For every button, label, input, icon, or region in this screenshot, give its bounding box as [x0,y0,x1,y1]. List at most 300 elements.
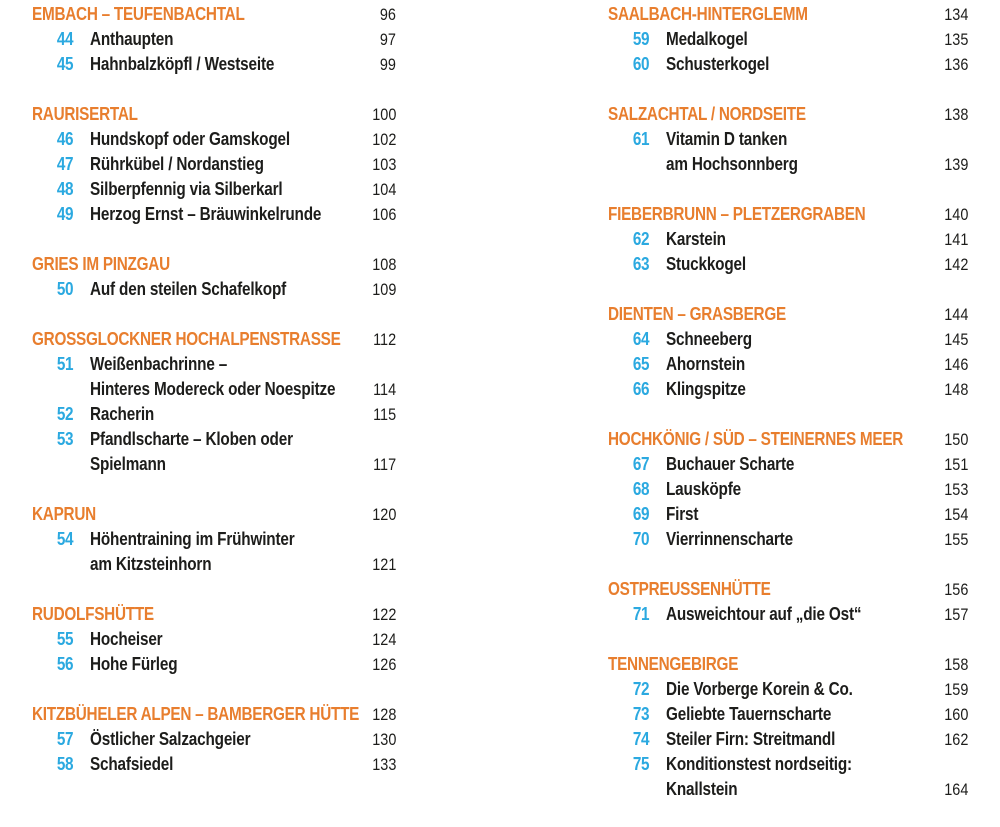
tour-number [32,527,90,552]
toc-entry-row [32,402,396,427]
tour-number [32,402,90,427]
tour-title-text: Konditionstest nordseitig: [666,754,852,774]
tour-number [608,352,666,377]
toc-section [608,102,968,177]
tour-title [90,202,362,227]
section-page-number-text: 122 [371,605,396,624]
tour-title [90,552,362,577]
tour-page-number [934,152,968,177]
tour-page-number [934,327,968,352]
section-title [608,2,934,27]
tour-number [32,352,90,377]
tour-number-text: 49 [56,204,73,224]
section-header-row [32,252,396,277]
tour-page-number-text: 124 [371,630,396,649]
tour-title-text: am Kitzsteinhorn [90,554,212,574]
tour-number-text: 60 [632,54,649,74]
tour-number [608,602,666,627]
toc-entry-row [608,452,968,477]
tour-title [666,52,934,77]
tour-number [608,327,666,352]
tour-number-text: 70 [632,529,649,549]
tour-page-number [934,377,968,402]
tour-page-number [934,227,968,252]
tour-title [90,627,362,652]
section-title-text: KITZBÜHELER ALPEN – BAMBERGER HÜTTE [32,704,360,724]
tour-title-text: Karstein [666,229,726,249]
tour-number [608,502,666,527]
tour-number-text: 45 [56,54,73,74]
section-header-row [608,302,968,327]
tour-title [90,452,363,477]
tour-number [32,27,90,52]
section-title [32,102,362,127]
tour-number [608,52,666,77]
section-page-number-text: 156 [943,580,968,599]
toc-entry-row [32,652,396,677]
tour-title-text: Ahornstein [666,354,746,374]
tour-number [608,377,666,402]
tour-title-text: Steiler Firn: Streitmandl [666,729,836,749]
toc-entry-continuation-row [608,152,968,177]
tour-title [666,377,934,402]
tour-title [666,502,934,527]
tour-title [90,127,362,152]
section-page-number [934,102,968,127]
section-title [32,327,363,352]
tour-number-text: 59 [632,29,649,49]
tour-title-text: Hahnbalzköpfl / Westseite [90,54,275,74]
toc-entry-row [32,177,396,202]
tour-page-number [934,52,968,77]
tour-page-number [934,602,968,627]
tour-title [666,702,934,727]
tour-number [608,452,666,477]
tour-title [90,27,371,52]
section-page-number-text: 128 [371,705,396,724]
tour-number-text: 63 [632,254,649,274]
tour-page-number-text: 151 [943,455,968,474]
tour-page-number [362,727,396,752]
section-title-text: OSTPREUSSENHÜTTE [608,579,771,599]
tour-number-text: 62 [632,229,649,249]
tour-page-number-text: 126 [371,655,396,674]
tour-title-text: Geliebte Tauernscharte [666,704,832,724]
tour-title [666,727,934,752]
tour-number [32,277,90,302]
tour-title [666,452,934,477]
tour-page-number [371,52,396,77]
tour-title [90,352,390,377]
toc-section [32,602,396,677]
tour-page-number [934,252,968,277]
section-page-number [362,102,396,127]
section-page-number-text: 134 [943,5,968,24]
tour-title [666,227,934,252]
toc-entry-row [32,27,396,52]
tour-number-text: 47 [56,154,73,174]
section-page-number-text: 138 [943,105,968,124]
toc-entry-row [608,677,968,702]
tour-title-text: Hinteres Modereck oder Noespitze [90,379,336,399]
tour-page-number-text: 106 [371,205,396,224]
tour-number [608,127,666,152]
section-title [608,652,934,677]
toc-entry-row [32,527,396,552]
section-page-number [934,2,968,27]
tour-page-number-text: 102 [371,130,396,149]
tour-title [90,152,362,177]
section-page-number-text: 158 [943,655,968,674]
tour-number [608,702,666,727]
section-title [608,427,934,452]
tour-page-number-text: 160 [943,705,968,724]
section-page-number [371,2,396,27]
toc-entry-row [608,752,968,777]
tour-number [32,627,90,652]
section-header-row [32,502,396,527]
section-title-text: SALZACHTAL / NORDSEITE [608,104,806,124]
section-title-text: DIENTEN – GRASBERGE [608,304,786,324]
tour-title-text: Stuckkogel [666,254,746,274]
section-title [32,502,362,527]
tour-title-text: am Hochsonnberg [666,154,798,174]
tour-page-number-text: 155 [943,530,968,549]
tour-title [666,752,962,777]
section-title-text: RUDOLFSHÜTTE [32,604,154,624]
toc-entry-row [32,627,396,652]
tour-title [666,327,934,352]
toc-entry-row [32,152,396,177]
section-title [32,252,362,277]
tour-page-number-text: 133 [371,755,396,774]
section-page-number-text: 108 [371,255,396,274]
tour-title [90,752,362,777]
tour-number [608,727,666,752]
tour-title [90,427,390,452]
tour-title-text: Hundskopf oder Gamskogel [90,129,290,149]
tour-title [666,127,962,152]
tour-title-text: Ausweichtour auf „die Ost“ [666,604,862,624]
toc-section [608,202,968,277]
section-header-row [608,102,968,127]
toc-entry-row [608,527,968,552]
tour-title-text: Silberpfennig via Silberkarl [90,179,283,199]
tour-page-number [934,727,968,752]
tour-title-text: Vitamin D tanken [666,129,788,149]
toc-entry-row [32,352,396,377]
tour-page-number [362,202,396,227]
tour-title-text: Anthaupten [90,29,174,49]
toc-entry-row [608,27,968,52]
tour-number-text: 71 [632,604,649,624]
tour-title [90,402,363,427]
toc-entry-row [32,752,396,777]
tour-number [32,202,90,227]
tour-page-number-text: 159 [943,680,968,699]
tour-title [666,152,934,177]
section-page-number [934,302,968,327]
tour-title [666,477,934,502]
toc-section [32,702,396,777]
tour-number [32,752,90,777]
section-page-number [362,602,396,627]
toc-entry-row [608,702,968,727]
tour-page-number-text: 139 [943,155,968,174]
tour-title [666,527,934,552]
toc-column-right [608,2,968,827]
section-page-number [363,327,396,352]
tour-page-number [934,777,968,802]
toc-entry-row [608,252,968,277]
tour-page-number [362,152,396,177]
section-title-text: GROSSGLOCKNER HOCHALPENSTRASSE [32,329,341,349]
toc-entry-row [32,202,396,227]
section-page-number-text: 100 [371,105,396,124]
toc-entry-row [608,52,968,77]
tour-page-number [362,552,396,577]
tour-number [32,177,90,202]
tour-page-number [934,477,968,502]
tour-number [608,227,666,252]
toc-entry-row [608,502,968,527]
toc-entry-row [32,727,396,752]
toc-section [608,427,968,552]
tour-title-text: Die Vorberge Korein & Co. [666,679,853,699]
section-page-number [362,702,396,727]
tour-title [90,277,362,302]
tour-title-text: Spielmann [90,454,166,474]
tour-number [608,27,666,52]
section-page-number [362,502,396,527]
toc-entry-row [608,127,968,152]
toc-section [32,252,396,302]
tour-title-text: Lausköpfe [666,479,741,499]
tour-number-text: 75 [632,754,649,774]
tour-title-text: Höhentraining im Frühwinter [90,529,295,549]
tour-page-number [362,177,396,202]
tour-page-number-text: 146 [943,355,968,374]
tour-page-number [934,502,968,527]
section-header-row [32,2,396,27]
toc-section [32,102,396,227]
tour-title [90,527,390,552]
tour-number [32,652,90,677]
tour-number-text: 48 [56,179,73,199]
section-header-row [608,577,968,602]
section-title-text: RAURISERTAL [32,104,138,124]
tour-number-text: 67 [632,454,649,474]
tour-page-number [362,652,396,677]
tour-page-number [363,377,396,402]
tour-page-number [934,27,968,52]
tour-number [608,252,666,277]
tour-number [32,727,90,752]
section-header-row [608,427,968,452]
tour-number-text: 72 [632,679,649,699]
section-title [608,577,934,602]
tour-title-text: Schneeberg [666,329,752,349]
tour-number [608,677,666,702]
tour-number-text: 52 [56,404,73,424]
tour-title-text: First [666,504,699,524]
tour-title [90,52,371,77]
section-title-text: SAALBACH-HINTERGLEMM [608,4,808,24]
tour-title [666,27,934,52]
tour-number [32,152,90,177]
tour-number-text: 68 [632,479,649,499]
section-page-number [934,577,968,602]
tour-page-number-text: 142 [943,255,968,274]
toc-column-left [32,2,396,802]
tour-page-number-text: 109 [371,280,396,299]
toc-entry-row [32,52,396,77]
tour-number-text: 56 [56,654,73,674]
toc-entry-row [32,277,396,302]
tour-number-text: 50 [56,279,73,299]
tour-number-text: 66 [632,379,649,399]
tour-page-number [934,352,968,377]
section-page-number-text: 120 [371,505,396,524]
section-header-row [608,2,968,27]
tour-title-text: Weißenbachrinne – [90,354,228,374]
tour-page-number [934,702,968,727]
tour-page-number-text: 153 [943,480,968,499]
toc-entry-row [608,377,968,402]
tour-title [666,777,934,802]
tour-title-text: Auf den steilen Schafelkopf [90,279,287,299]
tour-number-text: 57 [56,729,73,749]
section-header-row [608,652,968,677]
tour-page-number-text: 114 [372,380,396,399]
tour-page-number-text: 141 [943,230,968,249]
section-title [608,302,934,327]
section-header-row [32,327,396,352]
tour-number-text: 74 [632,729,649,749]
tour-number-text: 73 [632,704,649,724]
tour-page-number [363,452,396,477]
tour-page-number-text: 97 [379,30,396,49]
toc-section [608,577,968,627]
toc-entry-row [608,352,968,377]
tour-title [666,677,934,702]
tour-number-text: 55 [56,629,73,649]
toc-section [608,652,968,802]
toc-entry-row [608,602,968,627]
toc-entry-continuation-row [32,452,396,477]
tour-number [32,52,90,77]
tour-title [666,352,934,377]
tour-page-number-text: 148 [943,380,968,399]
tour-page-number [363,402,396,427]
section-title-text: FIEBERBRUNN – PLETZERGRABEN [608,204,866,224]
section-title [32,702,362,727]
toc-entry-continuation-row [32,377,396,402]
section-page-number-text: 150 [943,430,968,449]
tour-page-number [934,452,968,477]
tour-number [608,527,666,552]
tour-title-text: Racherin [90,404,155,424]
tour-page-number [371,27,396,52]
tour-title-text: Hohe Fürleg [90,654,178,674]
tour-page-number [362,627,396,652]
toc-section [32,327,396,477]
section-title-text: EMBACH – TEUFENBACHTAL [32,4,245,24]
tour-number [32,427,90,452]
section-title [608,202,934,227]
tour-number [608,477,666,502]
tour-title [90,727,362,752]
tour-title-text: Schusterkogel [666,54,770,74]
toc-entry-continuation-row [32,552,396,577]
tour-number-text: 65 [632,354,649,374]
tour-number-text: 54 [56,529,73,549]
tour-page-number-text: 117 [372,455,396,474]
section-header-row [608,202,968,227]
tour-page-number [934,677,968,702]
tour-page-number-text: 104 [371,180,396,199]
toc-section [32,2,396,77]
toc-section [32,502,396,577]
section-title [32,2,371,27]
tour-number-text: 64 [632,329,649,349]
section-header-row [32,602,396,627]
tour-page-number [934,527,968,552]
toc-entry-row [32,427,396,452]
section-title [32,602,362,627]
toc-entry-row [608,477,968,502]
tour-title-text: Knallstein [666,779,738,799]
section-title-text: GRIES IM PINZGAU [32,254,170,274]
section-page-number [934,427,968,452]
tour-number-text: 51 [56,354,73,374]
tour-title-text: Medalkogel [666,29,748,49]
tour-page-number-text: 162 [943,730,968,749]
toc-entry-continuation-row [608,777,968,802]
tour-number [32,127,90,152]
tour-page-number-text: 145 [943,330,968,349]
section-page-number [362,252,396,277]
tour-number-text: 58 [56,754,73,774]
tour-page-number-text: 103 [371,155,396,174]
tour-title-text: Herzog Ernst – Bräuwinkelrunde [90,204,322,224]
toc-entry-row [32,127,396,152]
section-page-number-text: 140 [943,205,968,224]
tour-title-text: Östlicher Salzachgeier [90,729,251,749]
toc-section [608,302,968,402]
tour-page-number [362,277,396,302]
section-title-text: TENNENGEBIRGE [608,654,739,674]
section-page-number-text: 96 [379,5,396,24]
tour-number-text: 44 [56,29,73,49]
tour-title-text: Schafsiedel [90,754,174,774]
tour-title [90,377,363,402]
tour-number-text: 61 [632,129,649,149]
section-page-number-text: 112 [372,330,396,349]
tour-number [608,752,666,777]
tour-title [666,252,934,277]
tour-title-text: Rührkübel / Nordanstieg [90,154,264,174]
tour-number-text: 46 [56,129,73,149]
toc-section [608,2,968,77]
tour-page-number-text: 121 [371,555,396,574]
tour-page-number-text: 164 [943,780,968,799]
section-page-number [934,202,968,227]
tour-number-text: 69 [632,504,649,524]
tour-title-text: Hocheiser [90,629,163,649]
tour-title-text: Pfandlscharte – Kloben oder [90,429,293,449]
section-page-number [934,652,968,677]
